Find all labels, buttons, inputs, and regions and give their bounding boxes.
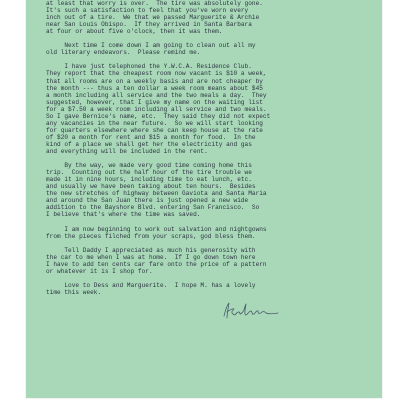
letter-line: a month including all service and the two meals a day. They bbox=[46, 91, 267, 99]
letter-line: near San Louis Obispo. If they arrived in Santa Barbara bbox=[46, 21, 252, 29]
letter-line: So I gave Bernice's name, etc. They said they did not expect bbox=[46, 112, 271, 120]
signature-kathleen bbox=[220, 300, 290, 322]
letter-line: for quarters elsewhere where she can keep house at the rate bbox=[46, 126, 263, 134]
letter-line: that all rooms are on a weekly basis and are not cheaper by bbox=[46, 77, 263, 85]
letter-paragraph bbox=[46, 282, 376, 296]
letter-line: old literary endeavors. Please remind me. bbox=[46, 49, 201, 57]
letter-line: the new stretches of highway between Gaviota and Santa Maria bbox=[46, 190, 267, 198]
letter-line: I am now beginning to work out salvation and nightgowns bbox=[46, 225, 267, 233]
letter-paragraph bbox=[46, 247, 376, 275]
letter-line: from the pieces filched from your scraps, god bless them. bbox=[46, 232, 256, 240]
letter-line: made it in nine hours, including time to eat lunch, etc. bbox=[46, 176, 252, 184]
letter-line: I have to add ten cents car fare onto the price of a pattern bbox=[46, 260, 267, 268]
letter-line: any vacancies in the near future. So we will start looking bbox=[46, 119, 263, 127]
letter-paragraph bbox=[46, 162, 376, 218]
letter-page bbox=[26, 0, 382, 398]
letter-line: They report that the cheapest room now vacant is $10 a week, bbox=[46, 70, 267, 78]
letter-body bbox=[46, 0, 376, 303]
letter-line: Tell Daddy I appreciated as much his generosity with bbox=[46, 246, 256, 254]
letter-line: for a $7.50 a week room including all service and two meals. bbox=[46, 105, 267, 113]
letter-paragraph bbox=[46, 226, 376, 240]
letter-line: Love to Dess and Marguerite. I hope M. has a lovely bbox=[46, 281, 256, 289]
letter-line: I believe that's where the time was saved. bbox=[46, 211, 201, 219]
letter-paragraph bbox=[46, 0, 376, 35]
letter-line: or whatever it is I shop for. bbox=[46, 267, 153, 275]
letter-line: and around the San Juan there is just opened a new wide bbox=[46, 197, 249, 205]
letter-paragraph bbox=[46, 63, 376, 155]
letter-line: suggested, however, that I give my name on the waiting list bbox=[46, 98, 263, 106]
letter-line: at four or about five o'clock, then it was them. bbox=[46, 28, 223, 36]
letter-line: I have just telephoned the Y.W.C.A. Residence Club. bbox=[46, 63, 252, 71]
letter-line: addition to the Bayshore Blvd. entering San Francisco. So bbox=[46, 204, 260, 212]
letter-line: the car to me when I was at home. If I go down town here bbox=[46, 253, 256, 261]
letter-line: Next time I come down I am going to clean out all my bbox=[46, 42, 256, 50]
letter-line: the month --- thus a ten dollar a week room means about $45 bbox=[46, 84, 263, 92]
letter-line: of $20 a month for rent and $15 a month for food. In the bbox=[46, 133, 256, 141]
letter-line: trip. Counting out the half hour of the tire trouble we bbox=[46, 169, 252, 177]
letter-line: By the way, we made very good time coming home this bbox=[46, 162, 252, 170]
letter-line: and everything will be included in the rent. bbox=[46, 147, 208, 155]
letter-paragraph bbox=[46, 42, 376, 56]
letter-line: inch out of a tire. We that we passed Marguerite & Archie bbox=[46, 14, 260, 22]
letter-line: at least that worry is over. The tire was absolutely gone. bbox=[46, 0, 263, 7]
letter-line: It's such a satisfaction to feel that you've worn every bbox=[46, 7, 249, 15]
letter-line: time this week. bbox=[46, 288, 102, 296]
letter-line: and usually we have been taking about ten hours. Besides bbox=[46, 183, 256, 191]
letter-line: kind of a place we shall get her the electricity and gas bbox=[46, 140, 252, 148]
